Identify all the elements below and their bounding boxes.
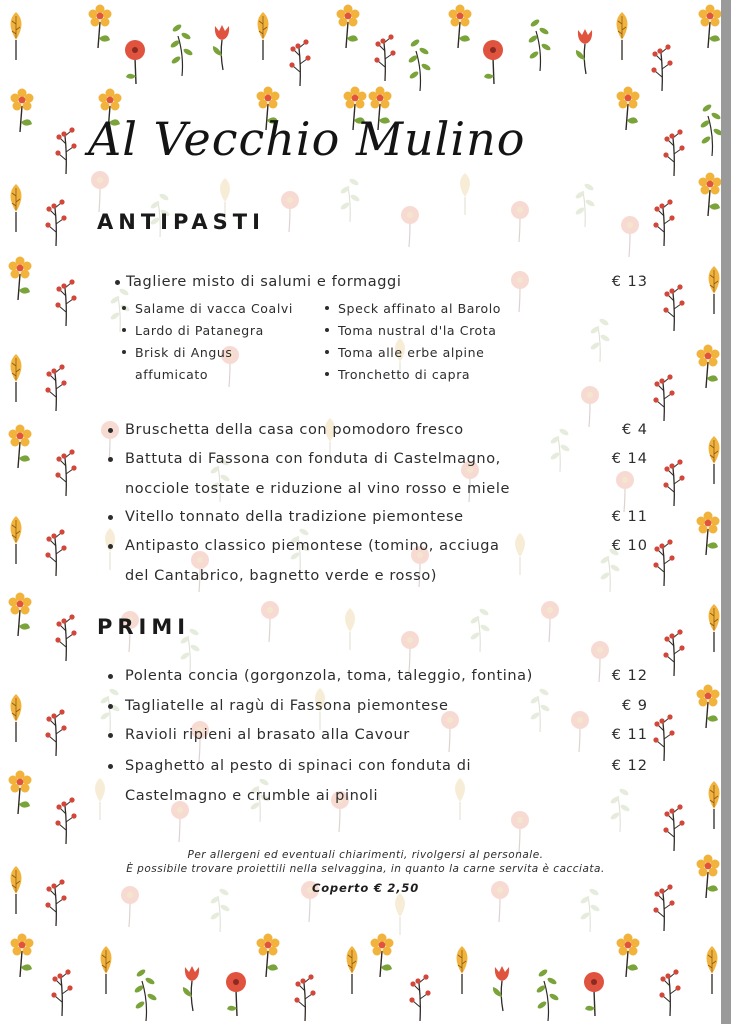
- dish-name: Tagliatelle al ragù di Fassona piemontese: [125, 698, 449, 714]
- sub-item: Toma nustral d'la Crota: [325, 320, 497, 342]
- restaurant-title: Al Vecchio Mulino: [88, 112, 526, 166]
- menu-item: [108, 532, 648, 590]
- dish-price: € 14: [611, 451, 648, 467]
- dish-price: € 11: [611, 509, 648, 525]
- dish-name: Vitello tonnato della tradizione piemontese: [125, 509, 464, 525]
- menu-item: [108, 416, 648, 445]
- bullet: [108, 674, 113, 679]
- dish-name: Ravioli ripieni al brasato alla Cavour: [125, 727, 410, 743]
- dish-name: Polenta concia (gorgonzola, toma, taleggio, fontina): [125, 668, 533, 684]
- menu-item: [108, 662, 648, 691]
- sub-item: Toma alle erbe alpine: [325, 342, 484, 364]
- allergen-note: Per allergeni ed eventuali chiarimenti, rivolgersi al personale.: [187, 849, 544, 861]
- dish-name-continuation: nocciole tostate e riduzione al vino rosso e miele: [125, 481, 510, 497]
- dish-name: Antipasto classico piemontese (tomino, acciuga: [125, 538, 500, 554]
- sub-item-continuation: affumicato: [135, 367, 209, 382]
- bullet: [108, 764, 113, 769]
- game-meat-note: È possibile trovare proiettili nella selvaggina, in quanto la carne servita è cacciata.: [126, 863, 605, 875]
- dish-name-continuation: del Cantabrico, bagnetto verde e rosso): [125, 568, 438, 584]
- bullet: [108, 428, 113, 433]
- dish-name: Tagliere misto di salumi e formaggi: [126, 274, 402, 290]
- sub-item: Speck affinato al Barolo: [325, 298, 501, 320]
- bullet: [115, 280, 120, 285]
- menu-item: [108, 721, 648, 750]
- dish-name: Battuta di Fassona con fonduta di Castelmagno,: [125, 451, 501, 467]
- dish-name: Bruschetta della casa con pomodoro fresco: [125, 422, 464, 438]
- dish-price: € 9: [621, 698, 648, 714]
- sub-item: Lardo di Patanegra: [122, 320, 264, 342]
- sub-item: Salame di vacca Coalvi: [122, 298, 293, 320]
- dish-price: € 12: [611, 668, 648, 684]
- dish-price: € 10: [611, 538, 648, 554]
- dish-name-continuation: Castelmagno e crumble ai pinoli: [125, 788, 379, 804]
- dish-name: Spaghetto al pesto di spinaci con fonduta di: [125, 758, 472, 774]
- page-edge: [721, 0, 731, 1024]
- cover-charge: Coperto € 2,50: [311, 881, 420, 895]
- bullet: [108, 544, 113, 549]
- menu-item: [108, 692, 648, 721]
- bullet: [108, 704, 113, 709]
- bullet: [108, 457, 113, 462]
- menu-item: [108, 503, 648, 532]
- bullet: [108, 515, 113, 520]
- menu-item: [108, 752, 648, 810]
- menu-item: [108, 445, 648, 503]
- sub-item: Tronchetto di capra: [325, 364, 470, 386]
- dish-price: € 4: [621, 422, 648, 438]
- dish-price: € 12: [611, 758, 648, 774]
- section-heading-primi: PRIMI: [97, 615, 191, 639]
- menu-item-tagliere: [108, 268, 648, 297]
- section-heading-antipasti: ANTIPASTI: [97, 210, 265, 234]
- sub-item: Brisk di Angus: [122, 342, 233, 364]
- dish-price: € 13: [611, 274, 648, 290]
- dish-price: € 11: [611, 727, 648, 743]
- bullet: [108, 733, 113, 738]
